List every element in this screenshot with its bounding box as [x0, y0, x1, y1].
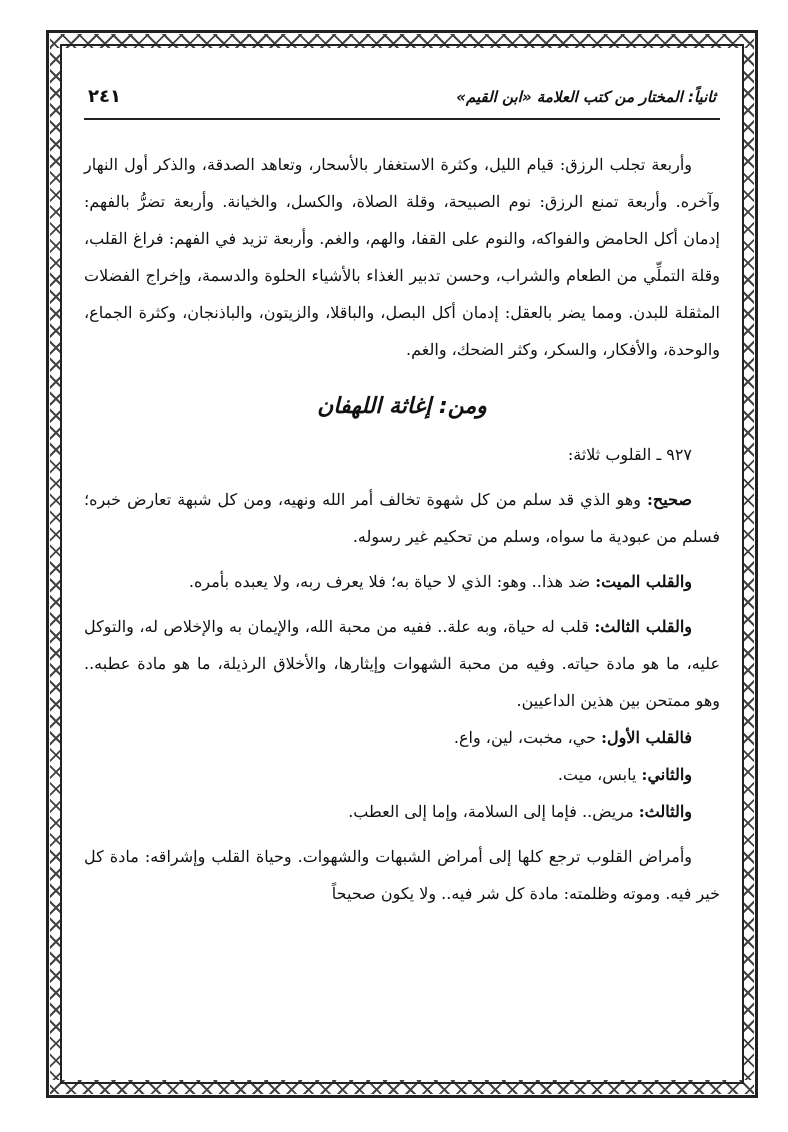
first-heart-line — [84, 719, 720, 756]
running-title: ثانياً: المختار من كتب العلامة «ابن القيم» — [456, 88, 716, 106]
second-heart-line — [84, 756, 720, 793]
sahih-text: وهو الذي قد سلم من كل شهوة تخالف أمر الله ونهيه، ومن كل شبهة تعارض خبره؛ فسلم من عبودية ما سواه، وسلم من تحكيم غير رسوله. — [84, 490, 720, 546]
mayyit-label: والقلب الميت: — [595, 572, 692, 591]
sahih-paragraph — [84, 481, 720, 555]
first-text: حي، مخبت، لين، واع. — [453, 728, 602, 747]
first-label: فالقلب الأول: — [601, 728, 692, 747]
thalith-label: والقلب الثالث: — [594, 617, 693, 636]
second-label: والثاني: — [641, 765, 692, 784]
page-header — [84, 84, 720, 120]
section-heading: ومن: إغاثة اللهفان — [317, 394, 487, 419]
item-number: ٩٢٧ ـ القلوب ثلاثة: — [567, 445, 692, 464]
closing-paragraph: وأمراض القلوب ترجع كلها إلى أمراض الشبهات والشهوات. وحياة القلب وإشراقه: مادة كل خير فيه. وموته وظلمته: مادة كل شر فيه.. ولا يكون صحيحاً — [84, 847, 720, 903]
thalith-paragraph — [84, 608, 720, 719]
intro-paragraph: وأربعة تجلب الرزق: قيام الليل، وكثرة الاستغفار بالأسحار، وتعاهد الصدقة، والذكر أول النهار وآخره. وأربعة تمنع الرزق: نوم الصبيحة، وقلة الصلاة، والكسل، والخيانة. وأربعة تضرُّ بالفهم: إدمان أكل الحامض والفواكه، والنوم على القفا، والهم، والغم. وأربعة تزيد في الفهم: فراغ القلب، وقلة التملِّي من الطعام والشراب، وحسن تدبير الغذاء بالأشياء الحلوة والدسمة، وإخراج الفضلات المثقلة للبدن. ومما يضر بالعقل: إدمان أكل البصل، والباقلا، والزيتون، والباذنجان، وكثرة الجماع، والوحدة، والأفكار، والسكر، وكثر الضحك، والغم. — [84, 155, 720, 359]
second-text: يابس، ميت. — [557, 765, 642, 784]
third-heart-line — [84, 793, 720, 830]
page-body — [84, 146, 720, 912]
page-number: ٢٤١ — [88, 86, 121, 107]
mayyit-paragraph — [84, 563, 720, 600]
sahih-label: صحيح: — [647, 490, 692, 509]
thalith-text: قلب له حياة، وبه علة.. ففيه من محبة الله، والإيمان به والإخلاص له، والتوكل عليه، ما هو مادة حياته. وفيه من محبة الشهوات وإيثارها، والأخلاق الرذيلة، ما هو مادة عطبه.. وهو ممتحن بين هذين الداعيين. — [84, 617, 720, 710]
mayyit-text: ضد هذا.. وهو: الذي لا حياة به؛ فلا يعرف ربه، ولا يعبده بأمره. — [188, 572, 596, 591]
third-text: مريض.. فإما إلى السلامة، وإما إلى العطب. — [348, 802, 639, 821]
third-label: والثالث: — [638, 802, 692, 821]
